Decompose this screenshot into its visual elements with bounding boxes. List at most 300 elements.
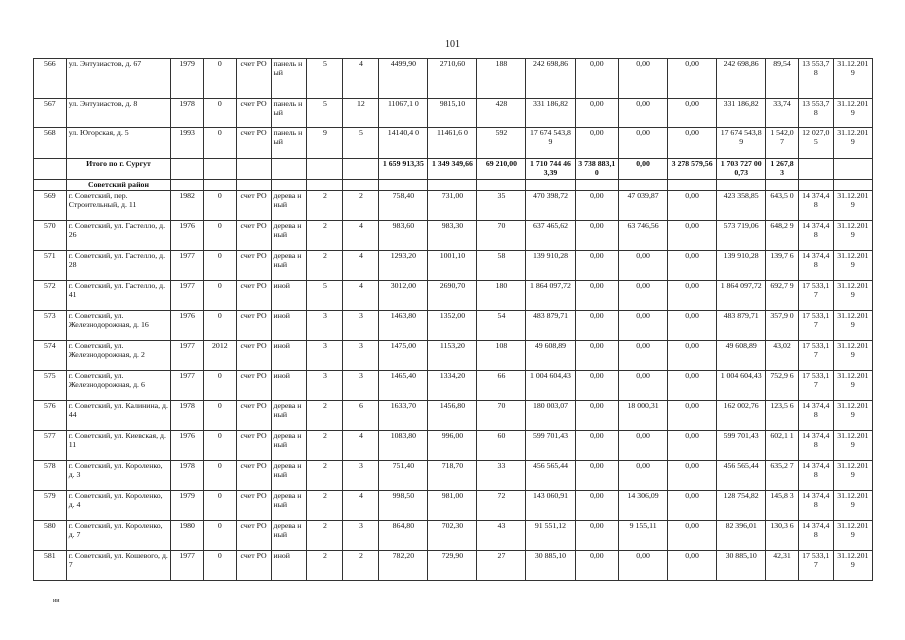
cell-fund-1: 0,00 bbox=[575, 221, 619, 251]
cell-address: г. Советский, ул. Короленко, д. 3 bbox=[66, 461, 171, 491]
cell-entrances: 4 bbox=[343, 431, 379, 461]
cell-row-number: 579 bbox=[34, 491, 67, 521]
cell-fund-3: 0,00 bbox=[668, 59, 717, 99]
cell-fund-4: 139 910,28 bbox=[717, 251, 766, 281]
cell-wall-material: иной bbox=[271, 371, 307, 401]
cell-fund-2: 0,00 bbox=[619, 251, 668, 281]
cell-entrances: 6 bbox=[343, 401, 379, 431]
cell-entrances: 4 bbox=[343, 221, 379, 251]
cell-fund-3: 0,00 bbox=[668, 461, 717, 491]
cell-total-area: 1083,80 bbox=[379, 431, 428, 461]
cell-fund-4: 17 674 543,89 bbox=[717, 128, 766, 159]
cell-fund-4: 82 396,01 bbox=[717, 521, 766, 551]
cell-fund-1: 0,00 bbox=[575, 551, 619, 581]
cell-address: ул. Югорская, д. 5 bbox=[66, 128, 171, 159]
cell-unit-cost: 145,8 3 bbox=[766, 491, 799, 521]
cell-total-cost: 17 674 543,89 bbox=[526, 128, 575, 159]
cell-fund-2: 47 039,87 bbox=[619, 191, 668, 221]
cell-fund-1: 0,00 bbox=[575, 128, 619, 159]
cell-floors: 2 bbox=[307, 221, 343, 251]
cell-fund-4: 128 754,82 bbox=[717, 491, 766, 521]
cell-fund-1: 0,00 bbox=[575, 521, 619, 551]
cell-total-cost: 30 885,10 bbox=[526, 551, 575, 581]
cell-unit-cost: 43,02 bbox=[766, 341, 799, 371]
cell-total-area: 998,50 bbox=[379, 491, 428, 521]
cell-unit-cost: 357,9 0 bbox=[766, 311, 799, 341]
cell-entrances: 12 bbox=[343, 99, 379, 128]
cell-address: г. Советский, ул. Короленко, д. 7 bbox=[66, 521, 171, 551]
cell-residents: 54 bbox=[477, 311, 526, 341]
cell-floors: 5 bbox=[307, 59, 343, 99]
cell-fund-3: 0,00 bbox=[668, 371, 717, 401]
cell-fund-2: 63 746,56 bbox=[619, 221, 668, 251]
table-row bbox=[34, 341, 873, 371]
cell-wall-material: дерева нный bbox=[271, 491, 307, 521]
cell-completion-date: 31.12.201 9 bbox=[833, 99, 872, 128]
cell-living-area: 729,90 bbox=[428, 551, 477, 581]
cell-completion-date: 31.12.201 9 bbox=[833, 551, 872, 581]
cell-wall-material: дерева нный bbox=[271, 521, 307, 551]
cell-total-cost: 180 003,07 bbox=[526, 401, 575, 431]
cell-residents: 60 bbox=[477, 431, 526, 461]
cell-fund-type: счет РО bbox=[236, 281, 271, 311]
cell-year-overhaul: 0 bbox=[203, 128, 236, 159]
table-row bbox=[34, 521, 873, 551]
table-row bbox=[34, 491, 873, 521]
cell-wall-material: дерева нный bbox=[271, 221, 307, 251]
cell-year-overhaul: 2012 bbox=[203, 341, 236, 371]
cell-total-area: 983,60 bbox=[379, 221, 428, 251]
cell-fund-type: счет РО bbox=[236, 221, 271, 251]
cell-entrances: 2 bbox=[343, 551, 379, 581]
cell-row-number: 567 bbox=[34, 99, 67, 128]
cell-year-overhaul: 0 bbox=[203, 99, 236, 128]
cell-max-unit-cost: 14 374,4 8 bbox=[798, 401, 833, 431]
cell-entrances: 4 bbox=[343, 491, 379, 521]
cell-fund-1: 0,00 bbox=[575, 191, 619, 221]
section-row bbox=[34, 179, 873, 191]
cell-max-unit-cost: 14 374,4 8 bbox=[798, 191, 833, 221]
cell-living-area: 1456,80 bbox=[428, 401, 477, 431]
cell-fund-3: 0,00 bbox=[668, 221, 717, 251]
cell-wall-material: панель ный bbox=[271, 99, 307, 128]
cell-year-built: 1977 bbox=[171, 281, 204, 311]
cell-residents: 188 bbox=[477, 59, 526, 99]
total-row bbox=[34, 159, 873, 180]
cell-year-built: 1979 bbox=[171, 59, 204, 99]
cell-total-area: 751,40 bbox=[379, 461, 428, 491]
cell-row-number: 577 bbox=[34, 431, 67, 461]
cell-unit-cost: 33,74 bbox=[766, 99, 799, 128]
table-row bbox=[34, 99, 873, 128]
section-title: Советский район bbox=[66, 179, 171, 191]
cell-row-number: 573 bbox=[34, 311, 67, 341]
cell-wall-material: дерева нный bbox=[271, 191, 307, 221]
table-row bbox=[34, 551, 873, 581]
cell-address: г. Советский, пер. Строительный, д. 11 bbox=[66, 191, 171, 221]
total-fund-2: 0,00 bbox=[619, 159, 668, 180]
cell-fund-1: 0,00 bbox=[575, 311, 619, 341]
cell-floors: 2 bbox=[307, 251, 343, 281]
cell-row-number: 580 bbox=[34, 521, 67, 551]
cell-fund-type: счет РО bbox=[236, 341, 271, 371]
cell-completion-date: 31.12.201 9 bbox=[833, 251, 872, 281]
cell-year-built: 1977 bbox=[171, 251, 204, 281]
cell-entrances: 5 bbox=[343, 128, 379, 159]
table-row bbox=[34, 59, 873, 99]
cell-fund-type: счет РО bbox=[236, 461, 271, 491]
cell-entrances: 3 bbox=[343, 461, 379, 491]
cell-max-unit-cost: 13 553,7 8 bbox=[798, 99, 833, 128]
cell-completion-date: 31.12.201 9 bbox=[833, 431, 872, 461]
cell-living-area: 1352,00 bbox=[428, 311, 477, 341]
cell-fund-type: счет РО bbox=[236, 521, 271, 551]
cell-address: г. Советский, ул. Киевская, д. 11 bbox=[66, 431, 171, 461]
cell-unit-cost: 123,5 6 bbox=[766, 401, 799, 431]
cell-total-cost: 91 551,12 bbox=[526, 521, 575, 551]
cell-year-built: 1980 bbox=[171, 521, 204, 551]
cell-year-built: 1977 bbox=[171, 551, 204, 581]
cell-fund-type: счет РО bbox=[236, 59, 271, 99]
cell-year-overhaul: 0 bbox=[203, 371, 236, 401]
cell-total-cost: 242 698,86 bbox=[526, 59, 575, 99]
cell-unit-cost: 89,54 bbox=[766, 59, 799, 99]
cell-year-overhaul: 0 bbox=[203, 521, 236, 551]
cell-address: г. Советский, ул. Калинина, д. 44 bbox=[66, 401, 171, 431]
cell-total-area: 4499,90 bbox=[379, 59, 428, 99]
cell-row-number: 566 bbox=[34, 59, 67, 99]
cell-fund-3: 0,00 bbox=[668, 191, 717, 221]
cell-max-unit-cost: 14 374,4 8 bbox=[798, 251, 833, 281]
cell-total-area: 3012,00 bbox=[379, 281, 428, 311]
cell-total-area: 864,80 bbox=[379, 521, 428, 551]
cell-wall-material: дерева нный bbox=[271, 401, 307, 431]
cell-fund-4: 331 186,82 bbox=[717, 99, 766, 128]
cell-residents: 108 bbox=[477, 341, 526, 371]
cell-total-cost: 483 879,71 bbox=[526, 311, 575, 341]
cell-wall-material: дерева нный bbox=[271, 431, 307, 461]
cell-residents: 428 bbox=[477, 99, 526, 128]
cell-wall-material: дерева нный bbox=[271, 251, 307, 281]
cell-floors: 9 bbox=[307, 128, 343, 159]
cell-year-overhaul: 0 bbox=[203, 221, 236, 251]
cell-total-cost: 470 398,72 bbox=[526, 191, 575, 221]
cell-unit-cost: 648,2 9 bbox=[766, 221, 799, 251]
cell-fund-1: 0,00 bbox=[575, 59, 619, 99]
cell-address: ул. Энтузиастов, д. 67 bbox=[66, 59, 171, 99]
cell-fund-4: 162 002,76 bbox=[717, 401, 766, 431]
cell-fund-2: 0,00 bbox=[619, 99, 668, 128]
cell-entrances: 4 bbox=[343, 251, 379, 281]
cell-completion-date: 31.12.201 9 bbox=[833, 59, 872, 99]
cell-year-overhaul: 0 bbox=[203, 461, 236, 491]
cell-max-unit-cost: 14 374,4 8 bbox=[798, 431, 833, 461]
cell-year-overhaul: 0 bbox=[203, 431, 236, 461]
cell-total-cost: 456 565,44 bbox=[526, 461, 575, 491]
cell-year-built: 1993 bbox=[171, 128, 204, 159]
cell-unit-cost: 752,9 6 bbox=[766, 371, 799, 401]
cell-entrances: 3 bbox=[343, 341, 379, 371]
cell-fund-1: 0,00 bbox=[575, 371, 619, 401]
cell-row-number: 568 bbox=[34, 128, 67, 159]
cell-residents: 35 bbox=[477, 191, 526, 221]
cell-fund-1: 0,00 bbox=[575, 251, 619, 281]
cell-year-overhaul: 0 bbox=[203, 551, 236, 581]
cell-unit-cost: 42,31 bbox=[766, 551, 799, 581]
cell-entrances: 3 bbox=[343, 521, 379, 551]
cell-year-built: 1979 bbox=[171, 491, 204, 521]
cell-living-area: 702,30 bbox=[428, 521, 477, 551]
table-row bbox=[34, 281, 873, 311]
cell-row-number: 569 bbox=[34, 191, 67, 221]
cell-year-built: 1976 bbox=[171, 431, 204, 461]
cell-living-area: 2710,60 bbox=[428, 59, 477, 99]
cell-fund-4: 242 698,86 bbox=[717, 59, 766, 99]
cell-living-area: 983,30 bbox=[428, 221, 477, 251]
cell-year-built: 1982 bbox=[171, 191, 204, 221]
cell-unit-cost: 692,7 9 bbox=[766, 281, 799, 311]
cell-year-overhaul: 0 bbox=[203, 491, 236, 521]
cell-fund-type: счет РО bbox=[236, 551, 271, 581]
table-row bbox=[34, 191, 873, 221]
cell-unit-cost: 139,7 6 bbox=[766, 251, 799, 281]
cell-fund-2: 0,00 bbox=[619, 371, 668, 401]
cell-fund-type: счет РО bbox=[236, 491, 271, 521]
cell-fund-4: 483 879,71 bbox=[717, 311, 766, 341]
cell-living-area: 2690,70 bbox=[428, 281, 477, 311]
cell-address: г. Советский, ул. Железнодорожная, д. 2 bbox=[66, 341, 171, 371]
cell-fund-2: 0,00 bbox=[619, 341, 668, 371]
cell-year-built: 1977 bbox=[171, 341, 204, 371]
cell-total-cost: 331 186,82 bbox=[526, 99, 575, 128]
cell-max-unit-cost: 14 374,4 8 bbox=[798, 521, 833, 551]
cell-max-unit-cost: 17 533,1 7 bbox=[798, 311, 833, 341]
cell-completion-date: 31.12.201 9 bbox=[833, 461, 872, 491]
cell-row-number: 578 bbox=[34, 461, 67, 491]
cell-fund-4: 456 565,44 bbox=[717, 461, 766, 491]
cell-row-number: 574 bbox=[34, 341, 67, 371]
cell-fund-3: 0,00 bbox=[668, 99, 717, 128]
cell-wall-material: иной bbox=[271, 281, 307, 311]
cell-year-built: 1977 bbox=[171, 371, 204, 401]
cell-floors: 2 bbox=[307, 401, 343, 431]
cell-floors: 2 bbox=[307, 551, 343, 581]
cell-fund-2: 18 000,31 bbox=[619, 401, 668, 431]
cell-living-area: 11461,6 0 bbox=[428, 128, 477, 159]
page-number: 101 bbox=[445, 39, 460, 50]
cell-fund-3: 0,00 bbox=[668, 251, 717, 281]
cell-completion-date: 31.12.201 9 bbox=[833, 401, 872, 431]
cell-year-built: 1978 bbox=[171, 99, 204, 128]
cell-fund-2: 0,00 bbox=[619, 281, 668, 311]
cell-floors: 3 bbox=[307, 371, 343, 401]
cell-fund-4: 30 885,10 bbox=[717, 551, 766, 581]
cell-fund-3: 0,00 bbox=[668, 521, 717, 551]
cell-floors: 2 bbox=[307, 491, 343, 521]
cell-address: г. Советский, ул. Гастелло, д. 41 bbox=[66, 281, 171, 311]
total-area-living: 1 349 349,66 bbox=[428, 159, 477, 180]
cell-total-cost: 139 910,28 bbox=[526, 251, 575, 281]
cell-fund-1: 0,00 bbox=[575, 99, 619, 128]
total-cost: 1 710 744 463,39 bbox=[526, 159, 575, 180]
cell-total-area: 11067,1 0 bbox=[379, 99, 428, 128]
cell-completion-date: 31.12.201 9 bbox=[833, 311, 872, 341]
cell-address: г. Советский, ул. Железнодорожная, д. 6 bbox=[66, 371, 171, 401]
cell-fund-3: 0,00 bbox=[668, 281, 717, 311]
cell-wall-material: иной bbox=[271, 551, 307, 581]
cell-entrances: 3 bbox=[343, 311, 379, 341]
cell-fund-3: 0,00 bbox=[668, 128, 717, 159]
cell-floors: 2 bbox=[307, 431, 343, 461]
cell-fund-type: счет РО bbox=[236, 128, 271, 159]
cell-completion-date: 31.12.201 9 bbox=[833, 281, 872, 311]
cell-max-unit-cost: 17 533,1 7 bbox=[798, 341, 833, 371]
cell-residents: 70 bbox=[477, 221, 526, 251]
cell-living-area: 996,00 bbox=[428, 431, 477, 461]
table-row bbox=[34, 461, 873, 491]
cell-living-area: 1153,20 bbox=[428, 341, 477, 371]
cell-total-cost: 49 608,89 bbox=[526, 341, 575, 371]
cell-fund-type: счет РО bbox=[236, 311, 271, 341]
cell-address: г. Советский, ул. Железнодорожная, д. 16 bbox=[66, 311, 171, 341]
cell-row-number: 572 bbox=[34, 281, 67, 311]
table-row bbox=[34, 401, 873, 431]
cell-row-number: 570 bbox=[34, 221, 67, 251]
cell-fund-1: 0,00 bbox=[575, 431, 619, 461]
cell-residents: 70 bbox=[477, 401, 526, 431]
table-row bbox=[34, 371, 873, 401]
housing-register-table bbox=[33, 58, 873, 581]
cell-wall-material: панель ный bbox=[271, 59, 307, 99]
table-row bbox=[34, 251, 873, 281]
cell-living-area: 9815,10 bbox=[428, 99, 477, 128]
cell-residents: 27 bbox=[477, 551, 526, 581]
cell-living-area: 1334,20 bbox=[428, 371, 477, 401]
cell-year-overhaul: 0 bbox=[203, 59, 236, 99]
total-fund-1: 3 738 883,1 0 bbox=[575, 159, 619, 180]
cell-fund-2: 0,00 bbox=[619, 128, 668, 159]
cell-unit-cost: 1 542,0 7 bbox=[766, 128, 799, 159]
cell-floors: 2 bbox=[307, 461, 343, 491]
cell-address: г. Советский, ул. Гастелло, д. 26 bbox=[66, 221, 171, 251]
cell-residents: 66 bbox=[477, 371, 526, 401]
cell-fund-3: 0,00 bbox=[668, 341, 717, 371]
cell-total-cost: 1 864 097,72 bbox=[526, 281, 575, 311]
cell-floors: 2 bbox=[307, 191, 343, 221]
cell-residents: 58 bbox=[477, 251, 526, 281]
cell-total-area: 1633,70 bbox=[379, 401, 428, 431]
cell-total-cost: 637 465,62 bbox=[526, 221, 575, 251]
table-row bbox=[34, 431, 873, 461]
total-fund-3: 3 278 579,56 bbox=[668, 159, 717, 180]
cell-year-overhaul: 0 bbox=[203, 311, 236, 341]
cell-row-number: 575 bbox=[34, 371, 67, 401]
cell-residents: 33 bbox=[477, 461, 526, 491]
cell-entrances: 3 bbox=[343, 371, 379, 401]
cell-year-built: 1978 bbox=[171, 461, 204, 491]
cell-total-area: 1293,20 bbox=[379, 251, 428, 281]
cell-row-number: 581 bbox=[34, 551, 67, 581]
total-rate: 1 267,8 3 bbox=[766, 159, 799, 180]
cell-fund-3: 0,00 bbox=[668, 401, 717, 431]
cell-total-area: 1475,00 bbox=[379, 341, 428, 371]
cell-max-unit-cost: 17 533,1 7 bbox=[798, 551, 833, 581]
cell-year-built: 1976 bbox=[171, 221, 204, 251]
total-label: Итого по г. Сургут bbox=[66, 159, 171, 180]
cell-wall-material: иной bbox=[271, 311, 307, 341]
cell-fund-4: 423 358,85 bbox=[717, 191, 766, 221]
cell-living-area: 1001,10 bbox=[428, 251, 477, 281]
cell-wall-material: иной bbox=[271, 341, 307, 371]
cell-floors: 3 bbox=[307, 311, 343, 341]
cell-living-area: 718,70 bbox=[428, 461, 477, 491]
footer-mark: ии bbox=[53, 598, 60, 604]
cell-row-number: 576 bbox=[34, 401, 67, 431]
cell-entrances: 4 bbox=[343, 59, 379, 99]
cell-fund-4: 1 864 097,72 bbox=[717, 281, 766, 311]
cell-fund-1: 0,00 bbox=[575, 491, 619, 521]
table-row bbox=[34, 311, 873, 341]
cell-unit-cost: 130,3 6 bbox=[766, 521, 799, 551]
cell-fund-type: счет РО bbox=[236, 251, 271, 281]
cell-living-area: 981,00 bbox=[428, 491, 477, 521]
cell-fund-3: 0,00 bbox=[668, 491, 717, 521]
table-row bbox=[34, 128, 873, 159]
cell-fund-4: 49 608,89 bbox=[717, 341, 766, 371]
cell-fund-3: 0,00 bbox=[668, 311, 717, 341]
cell-total-cost: 143 060,91 bbox=[526, 491, 575, 521]
cell-residents: 72 bbox=[477, 491, 526, 521]
cell-address: г. Советский, ул. Короленко, д. 4 bbox=[66, 491, 171, 521]
cell-max-unit-cost: 13 553,7 8 bbox=[798, 59, 833, 99]
cell-fund-2: 0,00 bbox=[619, 461, 668, 491]
cell-total-area: 1463,80 bbox=[379, 311, 428, 341]
cell-floors: 3 bbox=[307, 341, 343, 371]
cell-fund-1: 0,00 bbox=[575, 461, 619, 491]
cell-completion-date: 31.12.201 9 bbox=[833, 341, 872, 371]
cell-address: г. Советский, ул. Гастелло, д. 28 bbox=[66, 251, 171, 281]
cell-unit-cost: 635,2 7 bbox=[766, 461, 799, 491]
cell-completion-date: 31.12.201 9 bbox=[833, 521, 872, 551]
cell-fund-3: 0,00 bbox=[668, 431, 717, 461]
cell-unit-cost: 643,5 0 bbox=[766, 191, 799, 221]
cell-floors: 5 bbox=[307, 281, 343, 311]
cell-fund-type: счет РО bbox=[236, 99, 271, 128]
cell-year-overhaul: 0 bbox=[203, 251, 236, 281]
cell-fund-4: 573 719,06 bbox=[717, 221, 766, 251]
cell-completion-date: 31.12.201 9 bbox=[833, 221, 872, 251]
cell-residents: 180 bbox=[477, 281, 526, 311]
total-area: 1 659 913,35 bbox=[379, 159, 428, 180]
cell-year-built: 1978 bbox=[171, 401, 204, 431]
cell-fund-type: счет РО bbox=[236, 431, 271, 461]
cell-year-overhaul: 0 bbox=[203, 191, 236, 221]
cell-living-area: 731,00 bbox=[428, 191, 477, 221]
cell-total-area: 758,40 bbox=[379, 191, 428, 221]
cell-fund-2: 0,00 bbox=[619, 59, 668, 99]
cell-unit-cost: 602,1 1 bbox=[766, 431, 799, 461]
cell-fund-type: счет РО bbox=[236, 401, 271, 431]
cell-fund-2: 9 155,11 bbox=[619, 521, 668, 551]
cell-max-unit-cost: 14 374,4 8 bbox=[798, 461, 833, 491]
table-row bbox=[34, 221, 873, 251]
cell-max-unit-cost: 14 374,4 8 bbox=[798, 221, 833, 251]
cell-address: ул. Энтузиастов, д. 8 bbox=[66, 99, 171, 128]
cell-address: г. Советский, ул. Кошевого, д. 7 bbox=[66, 551, 171, 581]
cell-completion-date: 31.12.201 9 bbox=[833, 191, 872, 221]
cell-total-cost: 599 701,43 bbox=[526, 431, 575, 461]
cell-total-area: 1465,40 bbox=[379, 371, 428, 401]
